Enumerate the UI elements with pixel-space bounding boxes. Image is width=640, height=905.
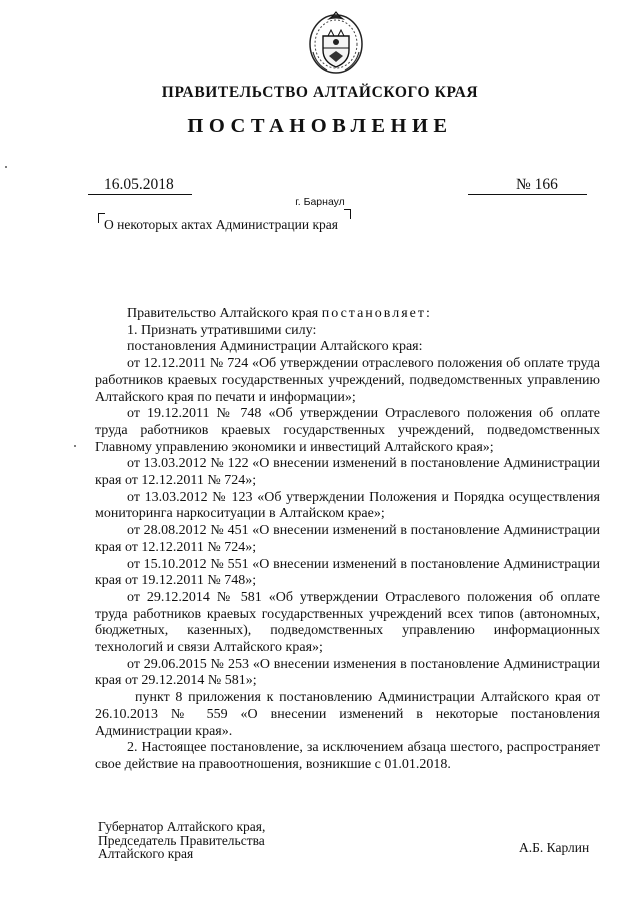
intro-paragraph [95,306,600,323]
list-item: от 19.12.2011 № 748 «Об утверждении Отраслевого положения об оплате труда работников краевых государственных учреждений, подведомственных Главному управлению экономики и инвестиций Алтайского края»; [95,406,600,455]
point-8-paragraph: пункт 8 приложения к постановлению Администрации Алтайского края от 26.10.2013 № 559 «О внесении изменений в некоторые постановления Администрации края». [95,690,600,739]
coat-of-arms-icon [305,6,367,76]
list-item: от 15.10.2012 № 551 «О внесении изменений в постановление Администрации края от 19.12.2011 № 748»; [95,556,600,589]
list-item: от 13.03.2012 № 122 «О внесении изменений в постановление Администрации края от 12.12.2011 № 724»; [95,456,600,489]
city-label: г. Барнаул [295,196,345,208]
list-item: от 29.12.2014 № 581 «Об утверждении Отраслевого положения об оплате труда работников краевых государственных учреждений всех типов (автономных, бюджетных, казенных), подведомственных управлению информационных технологий и связи Алтайского края»; [95,589,600,656]
government-title: ПРАВИТЕЛЬСТВО АЛТАЙСКОГО КРАЯ [161,84,479,101]
signatory-line-3: Алтайского края [98,846,194,861]
list-item: от 28.08.2012 № 451 «О внесении изменений в постановление Администрации края от 12.12.2011 № 724»; [95,523,600,555]
item-2: 2. Настоящее постановление, за исключением абзаца шестого, распространяет свое действие на правоотношения, возникшие с 01.01.2018. [95,740,600,772]
number-value: № 166 [516,176,558,193]
signatory-line-1: Губернатор Алтайского края, [98,819,266,834]
date-field [88,176,192,195]
subject-bracket-right [344,209,351,219]
number-field [468,176,587,195]
intro-text: Правительство Алтайского края [127,306,319,321]
document-body [95,306,600,774]
date-value: 16.05.2018 [104,176,174,193]
signatory-name: А.Б. Карлин [519,840,590,855]
item-1: 1. Признать утратившими силу: [127,322,317,338]
subject-line: О некоторых актах Администрации края [104,217,338,232]
signatory-line-2: Председатель Правительства [98,832,265,848]
scan-speck [5,166,7,168]
list-item: от 12.12.2011 № 724 «Об утверждении отраслевого положения об оплате труда работников краевых государственных учреждений, подведомственных управлению Алтайского края по печати и информации»; [95,356,600,405]
item-1-subheading: постановления Администрации Алтайского края: [127,339,423,355]
document-type-title: ПОСТАНОВЛЕНИЕ [187,115,453,137]
intro-verb: постановляет: [321,306,432,321]
scan-speck [74,445,76,447]
list-item: от 13.03.2012 № 123 «Об утверждении Положения и Порядка осуществления мониторинга наркоситуации в Алтайском крае»; [95,489,600,522]
signatory-title [98,820,265,861]
list-item: от 29.06.2015 № 253 «О внесении изменения в постановление Администрации края от 29.12.2014 № 581»; [95,656,600,689]
